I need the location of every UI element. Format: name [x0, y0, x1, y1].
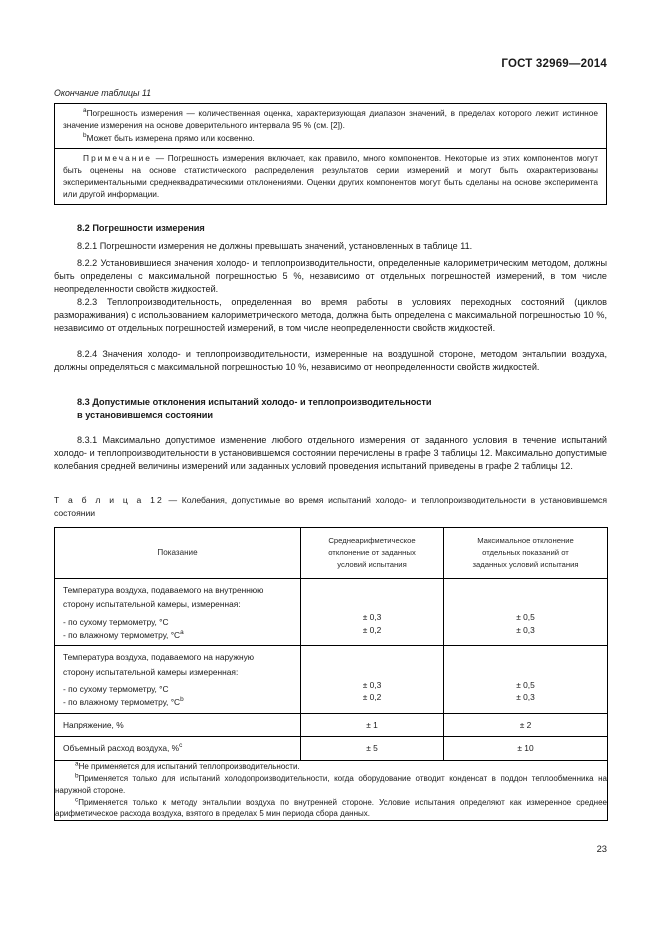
group-1-indicator-cell	[55, 578, 301, 645]
table-12-footnotes	[55, 760, 608, 820]
column-header-max-deviation	[444, 528, 608, 579]
group-2-item-2-marker: b	[180, 696, 184, 704]
row-voltage-text: Напряжение, %	[63, 719, 124, 730]
table-12-body	[55, 578, 608, 820]
table-11-note	[55, 148, 606, 204]
col2-line-2: отклонение от заданных	[328, 547, 416, 557]
group-2-item-2-avg: ± 0,2	[362, 692, 382, 703]
table-12-caption	[54, 494, 607, 520]
row-airflow-text: Объемный расход воздуха, %	[63, 743, 180, 754]
table-row	[55, 578, 608, 645]
paragraph-8-3-1: 8.3.1 Максимально допустимое изменение любого отдельного измерения от заданного условия в течение испытаний холодо- и теплопроизводительности в установившемся состоянии перечислены в графе 3 таблицы 12. Максимально допустимые колебания средней величины измерений или заданных условий проведения испытаний приведены в графе 2 таблицы 12.	[54, 435, 607, 471]
group-1-item-1-avg: ± 0,3	[362, 612, 382, 623]
col3-line-3: заданных условий испытания	[472, 559, 579, 569]
group-2-item-2-label	[55, 696, 300, 713]
table-12-footnotes-row	[55, 760, 608, 820]
group-2-item-1-label	[55, 683, 300, 696]
group-2-label-line-1: Температура воздуха, подаваемого на наружную	[63, 652, 255, 663]
group-2-max-cell	[444, 646, 608, 713]
group-1-item-1-max: ± 0,5	[516, 612, 535, 623]
table-12	[54, 527, 608, 821]
note-text: — Погрешность измерения включает, как правило, много компонентов. Некоторые из этих компонентов могут быть оценены на основе статистического распределения результатов серии измерений и могут быть охарактеризованы экспериментальными среднеквадратическими отклонениями. Оценки других компонентов могут быть сделаны на основе эксперимента или другой информации.	[63, 153, 598, 199]
group-1-max-cell	[444, 578, 608, 645]
row-airflow-label	[55, 737, 301, 761]
spacer	[444, 583, 607, 611]
column-header-average-deviation	[301, 528, 444, 579]
row-airflow-marker: c	[179, 742, 183, 750]
group-1-item-2-avg: ± 0,2	[362, 625, 382, 636]
table-12-header	[55, 528, 608, 579]
table-12-footnote-a-text: Не применяется для испытаний теплопроизводительности.	[78, 761, 300, 771]
group-1-item-2-max: ± 0,3	[516, 625, 535, 636]
footnote-b-text: Может быть измерена прямо или косвенно.	[86, 132, 255, 143]
section-8-3-heading-line-2: в установившемся состоянии	[77, 410, 214, 420]
table-12-footnote-marker-a: a	[75, 760, 79, 768]
row-voltage-avg: ± 1	[301, 713, 444, 737]
table-11-continuation-caption: Окончание таблицы 11	[54, 88, 152, 98]
footnote-a-text: Погрешность измерения — количественная оценка, характеризующая диапазон значений, в пределах которого лежит истинное значение измерения на основе доверительного интервала 95 % (см. [2]).	[63, 108, 598, 130]
group-1-item-2-text: - по влажному термометру, °C	[63, 629, 181, 640]
note-paragraph	[63, 153, 598, 200]
group-2-item-1-text: - по сухому термометру, °C	[63, 684, 169, 695]
group-1-avg-cell	[301, 578, 444, 645]
group-1-item-1-label	[55, 616, 300, 629]
group-2-item-2-text: - по влажному термометру, °C	[63, 697, 181, 708]
group-2-indicator-cell	[55, 646, 301, 713]
column-header-indicator: Показание	[55, 528, 301, 579]
spacer	[301, 583, 443, 611]
group-1-item-2-label	[55, 629, 300, 646]
note-label: Примечание	[83, 153, 153, 164]
group-2-label-line-2: сторону испытательной камеры измеренная:	[63, 666, 239, 677]
table-header-row	[55, 528, 608, 579]
footnote-b	[63, 133, 598, 145]
paragraph-8-2-2: 8.2.2 Установившиеся значения холодо- и теплопроизводительности, определенные калориметрическим методом, должны быть определены с максимальной погрешностью 5 %, независимо от отдельных погрешностей измерений, в том числе неопределенности свойств жидкостей.	[54, 258, 607, 294]
row-airflow-max: ± 10	[444, 737, 608, 761]
table-11-footnote-box	[54, 103, 607, 205]
table-12-footnote-c	[55, 797, 607, 820]
section-8-2-heading: 8.2 Погрешности измерения	[77, 223, 205, 233]
footnote-marker-a: a	[83, 107, 87, 115]
group-1-label-line-2: сторону испытательной камеры, измеренная:	[63, 599, 241, 610]
group-1-label-line-1: Температура воздуха, подаваемого на внутреннюю	[63, 584, 264, 595]
table-11-footnotes	[55, 104, 606, 148]
group-1-item-1-text: - по сухому термометру, °C	[63, 617, 169, 628]
paragraph-8-2-3: 8.2.3 Теплопроизводительность, определенная во время работы в условиях переходных состояний (циклов размораживания) с использованием калориметрического метода, должна быть определена с максимальной погрешностью 10 %, независимо от отдельных погрешностей измерений, в том числе неопределенности свойств жидкостей.	[54, 297, 607, 333]
table-row	[55, 713, 608, 737]
table-12-caption-text: — Колебания, допустимые во время испытаний холодо- и теплопроизводительности в установившемся состоянии	[54, 495, 608, 518]
col2-line-3: условий испытания	[337, 559, 407, 569]
table-12-footnote-marker-c: c	[75, 796, 79, 804]
group-2-avg-cell	[301, 646, 444, 713]
table-12-footnote-b	[55, 773, 607, 796]
group-1-item-2-marker: a	[180, 628, 184, 636]
col3-line-1: Максимальное отклонение	[477, 536, 574, 545]
col3-line-2: отдельных показаний от	[482, 547, 569, 557]
group-2-item-2-max: ± 0,3	[516, 692, 535, 703]
row-airflow-avg: ± 5	[301, 737, 444, 761]
table-row	[55, 646, 608, 713]
paragraph-8-2-1: 8.2.1 Погрешности измерения не должны превышать значений, установленных в таблице 11.	[77, 241, 473, 251]
group-2-item-1-avg: ± 0,3	[362, 679, 382, 690]
table-12-caption-label: Т а б л и ц а 12	[54, 495, 164, 505]
table-12-footnote-b-text: Применяется только для испытаний холодопроизводительности, когда оборудование отводит конденсат в поддон теплообменника на наружной стороне.	[55, 774, 607, 795]
footnote-marker-b: b	[83, 131, 87, 139]
row-voltage-label	[55, 713, 301, 737]
page-number: 23	[596, 843, 607, 854]
spacer	[301, 651, 443, 679]
table-12-footnote-a	[55, 761, 607, 772]
row-voltage-max: ± 2	[444, 713, 608, 737]
section-8-3-heading-line-1: 8.3 Допустимые отклонения испытаний холодо- и теплопроизводительности	[77, 397, 432, 407]
group-2-item-1-max: ± 0,5	[516, 679, 535, 690]
footnote-a	[63, 108, 598, 132]
col2-line-1: Среднеарифметическое	[328, 536, 416, 545]
paragraph-8-2-4: 8.2.4 Значения холодо- и теплопроизводительности, измеренные на воздушной стороне, методом энтальпии воздуха, должны определяться с максимальной погрешностью 10 %, независимо от неопределенности свойств жидкостей.	[54, 349, 607, 372]
table-row	[55, 737, 608, 761]
table-12-footnote-c-text: Применяется только к методу энтальпии воздуха по внутренней стороне. Условие испытания определяют как измеренное среднее арифметическое расхода воздуха, взятого в пределах 5 мин периода сбора данных.	[55, 797, 607, 819]
standard-number-header: ГОСТ 32969—2014	[501, 58, 607, 70]
table-12-footnote-marker-b: b	[75, 772, 79, 780]
spacer	[444, 651, 607, 679]
